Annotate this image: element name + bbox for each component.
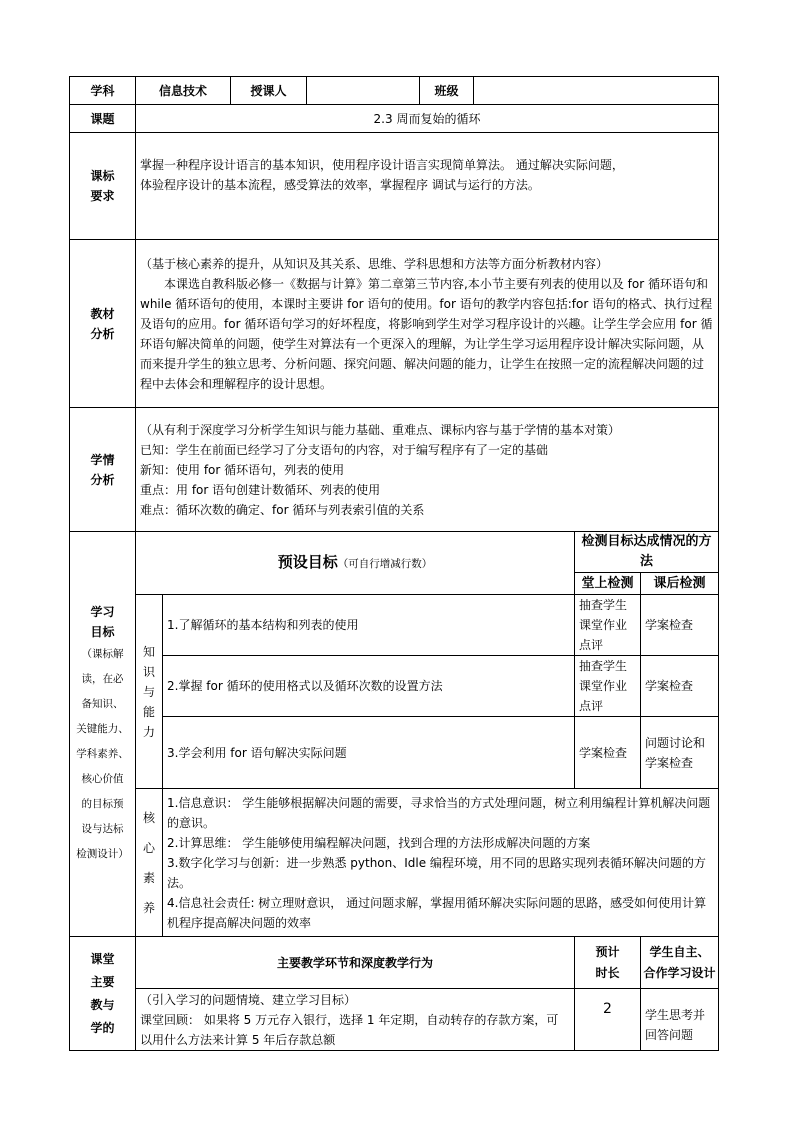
time-title-line: 时长 xyxy=(595,965,620,980)
goal-in-class: 学案检查 xyxy=(575,717,641,789)
process-intro: （引入学习的问题情境、建立学习目标） xyxy=(140,992,357,1007)
core-item: 1.信息意识： 学生能够根据解决问题的需要，寻求恰当的方式处理问题，树立利用编程计算机解决问题的意识。 xyxy=(167,795,711,830)
after-class-header: 课后检测 xyxy=(641,573,719,595)
teacher-label: 授课人 xyxy=(231,77,307,105)
goals-note-line: 设与达标 xyxy=(81,822,124,835)
goal-text: 1.了解循环的基本结构和列表的使用 xyxy=(163,595,575,656)
learner-known: 已知：学生在前面已经学习了分支语句的内容，对于编写程序有了一定的基础 xyxy=(140,442,549,457)
core-item: 4.信息社会责任: 树立理财意识， 通过问题求解，掌握用循环解决实际问题的思路，感受如何使用计算机程序提高解决问题的效率 xyxy=(167,895,707,930)
class-label: 班级 xyxy=(420,77,474,105)
goals-label xyxy=(70,532,136,937)
standard-content xyxy=(136,133,719,240)
core-char: 素 xyxy=(142,870,155,885)
process-row xyxy=(70,989,719,1051)
learner-key: 重点：用 for 语句创建计数循环、列表的使用 xyxy=(140,482,381,497)
topic-label: 课题 xyxy=(70,105,136,133)
subject-label: 学科 xyxy=(70,77,136,105)
core-column xyxy=(136,789,163,937)
core-char: 核 xyxy=(142,810,155,825)
goal-after: 问题讨论和学案检查 xyxy=(641,717,719,789)
goal-row xyxy=(70,656,719,717)
learner-intro: （从有利于深度学习分析学生知识与能力基础、重难点、课标内容与基于学情的基本对策） xyxy=(140,422,621,437)
knowledge-char: 与 xyxy=(142,684,155,699)
core-char: 心 xyxy=(142,840,155,855)
process-self-title xyxy=(641,937,719,989)
material-body: 本课选自教科版必修一《数据与计算》第二章第三节内容,本小节主要有列表的使用以及 for 循环语句和 while 循环语句的使用，本课时主要讲 for 语句的使用。for 语句的教学内容包括:for 语句的格式、执行过程及语句的应用。for 循环语句学习的好坏程度，将影响到学生对学习程序设计的兴趣。让学生学会应用 for 循环语句解决简单的问题，使学生对算法有一个更深入的理解，为让学生学习运用程序设计解决实际问题，从而来提升学生的独立思考、分析问题、探究问题、解决问题的能力，让学生在按照一定的流程解决问题的过程中去体会和理解程序的设计思想。 xyxy=(140,276,713,391)
goals-note-line: 备知识、 xyxy=(81,697,124,710)
preset-goals-header xyxy=(136,532,575,595)
time-title-line: 预计 xyxy=(595,944,620,959)
topic-value: 2.3 周而复始的循环 xyxy=(136,105,719,133)
goal-in-class: 抽查学生课堂作业点评 xyxy=(575,656,641,717)
material-intro: （基于核心素养的提升，从知识及其关系、思维、学科思想和方法等方面分析教材内容） xyxy=(140,256,609,271)
process-time: 2 xyxy=(575,989,641,1051)
core-item: 2.计算思维： 学生能够使用编程解决问题，找到合理的方法形成解决问题的方案 xyxy=(167,835,591,850)
process-label-line: 学的 xyxy=(90,1020,115,1035)
knowledge-char: 能 xyxy=(142,704,155,719)
goal-after: 学案检查 xyxy=(641,656,719,717)
knowledge-char: 力 xyxy=(142,724,155,739)
preset-goals-title: 预设目标 xyxy=(277,553,338,571)
material-row xyxy=(70,240,719,408)
goals-note xyxy=(72,642,133,867)
method-header: 检测目标达成情况的方法 xyxy=(575,532,719,573)
standard-line1: 掌握一种程序设计语言的基本知识，使用程序设计语言实现简单算法。 通过解决实际问题， xyxy=(140,158,624,172)
goal-text: 2.掌握 for 循环的使用格式以及循环次数的设置方法 xyxy=(163,656,575,717)
preset-goals-note: （可自行增减行数） xyxy=(337,558,433,570)
process-label-line: 主要 xyxy=(90,974,115,989)
standard-label xyxy=(70,133,136,240)
topic-row xyxy=(70,105,719,133)
in-class-header: 堂上检测 xyxy=(575,573,641,595)
core-row xyxy=(70,789,719,937)
process-content xyxy=(136,989,575,1051)
knowledge-char: 识 xyxy=(142,664,155,679)
class-value xyxy=(474,77,719,105)
knowledge-column xyxy=(136,595,163,789)
process-review: 课堂回顾： 如果将 5 万元存入银行，选择 1 年定期，自动转存的存款方案，可以用什么方法来计算 5 年后存款总额 xyxy=(140,1012,559,1047)
goals-label-line2: 目标 xyxy=(90,624,115,639)
material-label-line2: 分析 xyxy=(90,326,115,341)
core-char: 养 xyxy=(142,900,155,915)
material-label-line1: 教材 xyxy=(90,306,115,321)
standard-row xyxy=(70,133,719,240)
standard-label-line1: 课标 xyxy=(90,169,115,183)
goals-note-line: 学科素养、 xyxy=(76,747,129,760)
knowledge-char: 知 xyxy=(142,644,155,659)
core-item: 3.数字化学习与创新：进一步熟悉 python、Idle 编程环境，用不同的思路实现列表循环解决问题的方法。 xyxy=(167,855,706,890)
process-label-line: 课堂 xyxy=(90,951,115,966)
goals-note-line: 读，在必 xyxy=(81,672,124,685)
goals-note-line: 关键能力、 xyxy=(76,722,129,735)
process-time-title xyxy=(575,937,641,989)
process-header-row xyxy=(70,937,719,989)
material-label xyxy=(70,240,136,408)
lesson-plan-table xyxy=(69,76,719,1051)
process-label-line: 教与 xyxy=(90,997,115,1012)
goal-row xyxy=(70,595,719,656)
subject-value: 信息技术 xyxy=(136,77,231,105)
header-row xyxy=(70,77,719,105)
material-content xyxy=(136,240,719,408)
learner-label-line1: 学情 xyxy=(90,452,115,467)
goals-note-line: （课标解 xyxy=(81,647,124,660)
learner-content xyxy=(136,408,719,532)
standard-label-line2: 要求 xyxy=(90,189,115,203)
self-title-line: 学生自主、 xyxy=(649,944,710,959)
goals-header-row xyxy=(70,532,719,573)
teacher-value xyxy=(307,77,420,105)
core-content xyxy=(163,789,719,937)
goals-note-line: 检测设计） xyxy=(76,847,129,860)
learner-difficult: 难点：循环次数的确定、for 循环与列表索引值的关系 xyxy=(140,502,425,517)
learner-label-line2: 分析 xyxy=(90,472,115,487)
goals-note-line: 的目标预 xyxy=(81,797,124,810)
goal-text: 3.学会利用 for 语句解决实际问题 xyxy=(163,717,575,789)
goals-note-line: 核心价值 xyxy=(81,772,124,785)
goal-after: 学案检查 xyxy=(641,595,719,656)
learner-new: 新知：使用 for 循环语句，列表的使用 xyxy=(140,462,345,477)
process-student: 学生思考并回答问题 xyxy=(641,989,719,1051)
process-main-title: 主要教学环节和深度教学行为 xyxy=(136,937,575,989)
self-title-line: 合作学习设计 xyxy=(643,965,716,980)
process-label xyxy=(70,937,136,1051)
learner-row xyxy=(70,408,719,532)
goals-label-line1: 学习 xyxy=(90,604,115,619)
goal-row xyxy=(70,717,719,789)
standard-line2: 体验程序设计的基本流程，感受算法的效率，掌握程序 调试与运行的方法。 xyxy=(140,178,540,192)
learner-label xyxy=(70,408,136,532)
goal-in-class: 抽查学生课堂作业点评 xyxy=(575,595,641,656)
